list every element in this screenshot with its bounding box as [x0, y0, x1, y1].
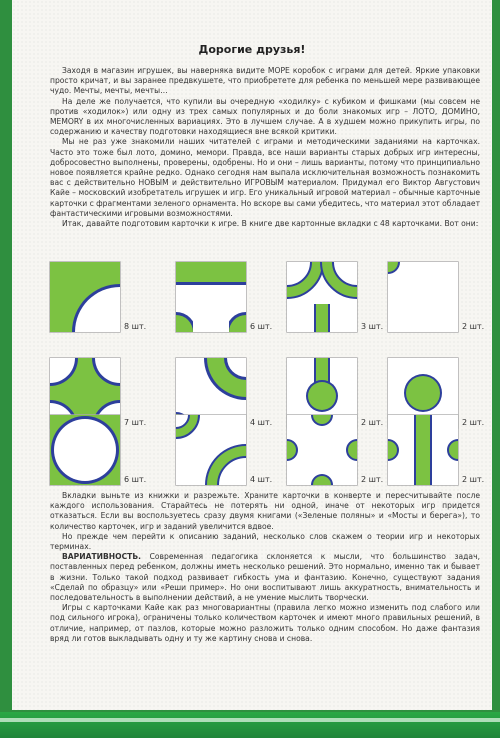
card-small-blob — [388, 262, 458, 332]
card-arch — [176, 262, 246, 332]
card-pattern — [287, 415, 357, 485]
intro-paragraph: Заходя в магазин игрушек, вы наверняка видите МОРЕ коробок с играми для детей. Яркие упаковки просто кричат, и вы заранее предвкушете, что приобретете для ребенка по меньшей мере развивающее чудо. Мечты, мечты, мечты… — [50, 66, 480, 96]
card-rings — [176, 415, 246, 485]
card-pattern — [287, 262, 357, 332]
body-paragraph: Вкладки выньте из книжки и разрежьте. Храните карточки в конверте и пересчитывайте после каждого использования. Старайтесь не потерять ни одной, иначе от некоторых игр придется отказаться. Если вы воспользуетесь сразу двумя книгами («Зеленые поляны» и «Мосты и берега»), то количество карточек, игр и заданий увеличится вдвое. — [50, 491, 480, 531]
variativity-paragraph — [50, 552, 480, 603]
card-pattern — [388, 262, 458, 332]
card-count-label: 2 шт. — [462, 418, 485, 427]
card-count-label: 4 шт. — [250, 418, 273, 427]
page-title: Дорогие друзья! — [198, 43, 306, 56]
card-count-label: 3 шт. — [361, 322, 384, 331]
card-count-label: 6 шт. — [250, 322, 273, 331]
border-stripe — [0, 718, 500, 722]
card-pattern — [388, 415, 458, 485]
intro-paragraph: Итак, давайте подготовим карточки к игре. В книге две картонные вкладки с 48 карточками. Вот они: — [62, 219, 479, 229]
card-count-label: 4 шт. — [250, 475, 273, 484]
card-count-label: 2 шт. — [462, 322, 485, 331]
card-count-label: 7 шт. — [124, 418, 147, 427]
card-corner-arcs — [50, 262, 120, 332]
card-vertical-bar — [388, 415, 458, 485]
card-pattern — [50, 262, 120, 332]
card-four-corners — [50, 415, 120, 485]
intro-text — [50, 66, 480, 229]
bottom-text — [50, 491, 480, 644]
page — [12, 0, 492, 710]
card-pattern — [176, 415, 246, 485]
card-count-label: 6 шт. — [124, 475, 147, 484]
body-paragraph: Игры с карточками Кайе как раз многовариантны (правила легко можно изменить под слабого или под сильного игрока), ограничены только количеством карточек и имеют много правильных решений, в отличие, например, от пазлов, которые можно разложить только одним способом. Но даже фантазия вряд ли готов выкладывать одну и ту же картину снова и снова. — [50, 603, 480, 643]
intro-paragraph: Мы не раз уже знакомили наших читателей с играми и методическими заданиями на карточках. Часто это тоже был лото, домино, мемори. Правда, все наши варианты старых добрых игр интересны, добросовестно выполнены, проверены, одобрены. Но и они – лишь варианты, потому что принципиально новое появляется крайне редко. Однако сегодня нам выпала исключительная возможность познакомить вас с действительно НОВЫМ и действительно ИГРОВЫМ материалом. Придумал его Виктор Августович Кайе – московский изобретатель игрушек и игр. Его уникальный игровой материал – обычные карточные карточки с фрагментами зеленого орнамента. Но вскоре вы сами убедитесь, что материал этот обладает фантастическими игровыми возможностями. — [50, 137, 480, 218]
bottom-border — [0, 712, 500, 738]
card-pattern — [176, 262, 246, 332]
card-fork — [287, 262, 357, 332]
card-edge-dots — [287, 415, 357, 485]
variativity-label: ВАРИАТИВНОСТЬ. — [62, 552, 142, 562]
card-pattern — [50, 415, 120, 485]
variativity-text: Современная педагогика склоняется к мысли, что большинство задач, поставленных перед ребенком, должны иметь несколько решений. Это нормально, именно так и бывает в жизни. Только такой подход развивает гибкость ума и фантазию. Конечно, существуют задания «Сделай по образцу» или «Реши пример». Но они воспитывают лишь аккуратность, внимательность и последовательность в выполнении действий, а не умение мыслить творчески. — [50, 552, 480, 603]
card-count-label: 2 шт. — [361, 475, 384, 484]
card-count-label: 2 шт. — [361, 418, 384, 427]
body-paragraph: Но прежде чем перейти к описанию заданий, несколько слов скажем о теории игр и некоторых терминах. — [50, 531, 480, 552]
intro-paragraph: На деле же получается, что купили вы очередную «ходилку» с кубиком и фишками (мы совсем не против «ходилок») или одну из трех самых популярных и до боли знакомых игр – ЛОТО, ДОМИНО, MEMORY в их многочисленных вариациях. Это в лучшем случае. А в худшем можно прикупить игры, по содержанию и качеству подготовки находящиеся вне всякой критики. — [50, 96, 480, 137]
card-count-label: 8 шт. — [124, 322, 147, 331]
card-count-label: 2 шт. — [462, 475, 485, 484]
